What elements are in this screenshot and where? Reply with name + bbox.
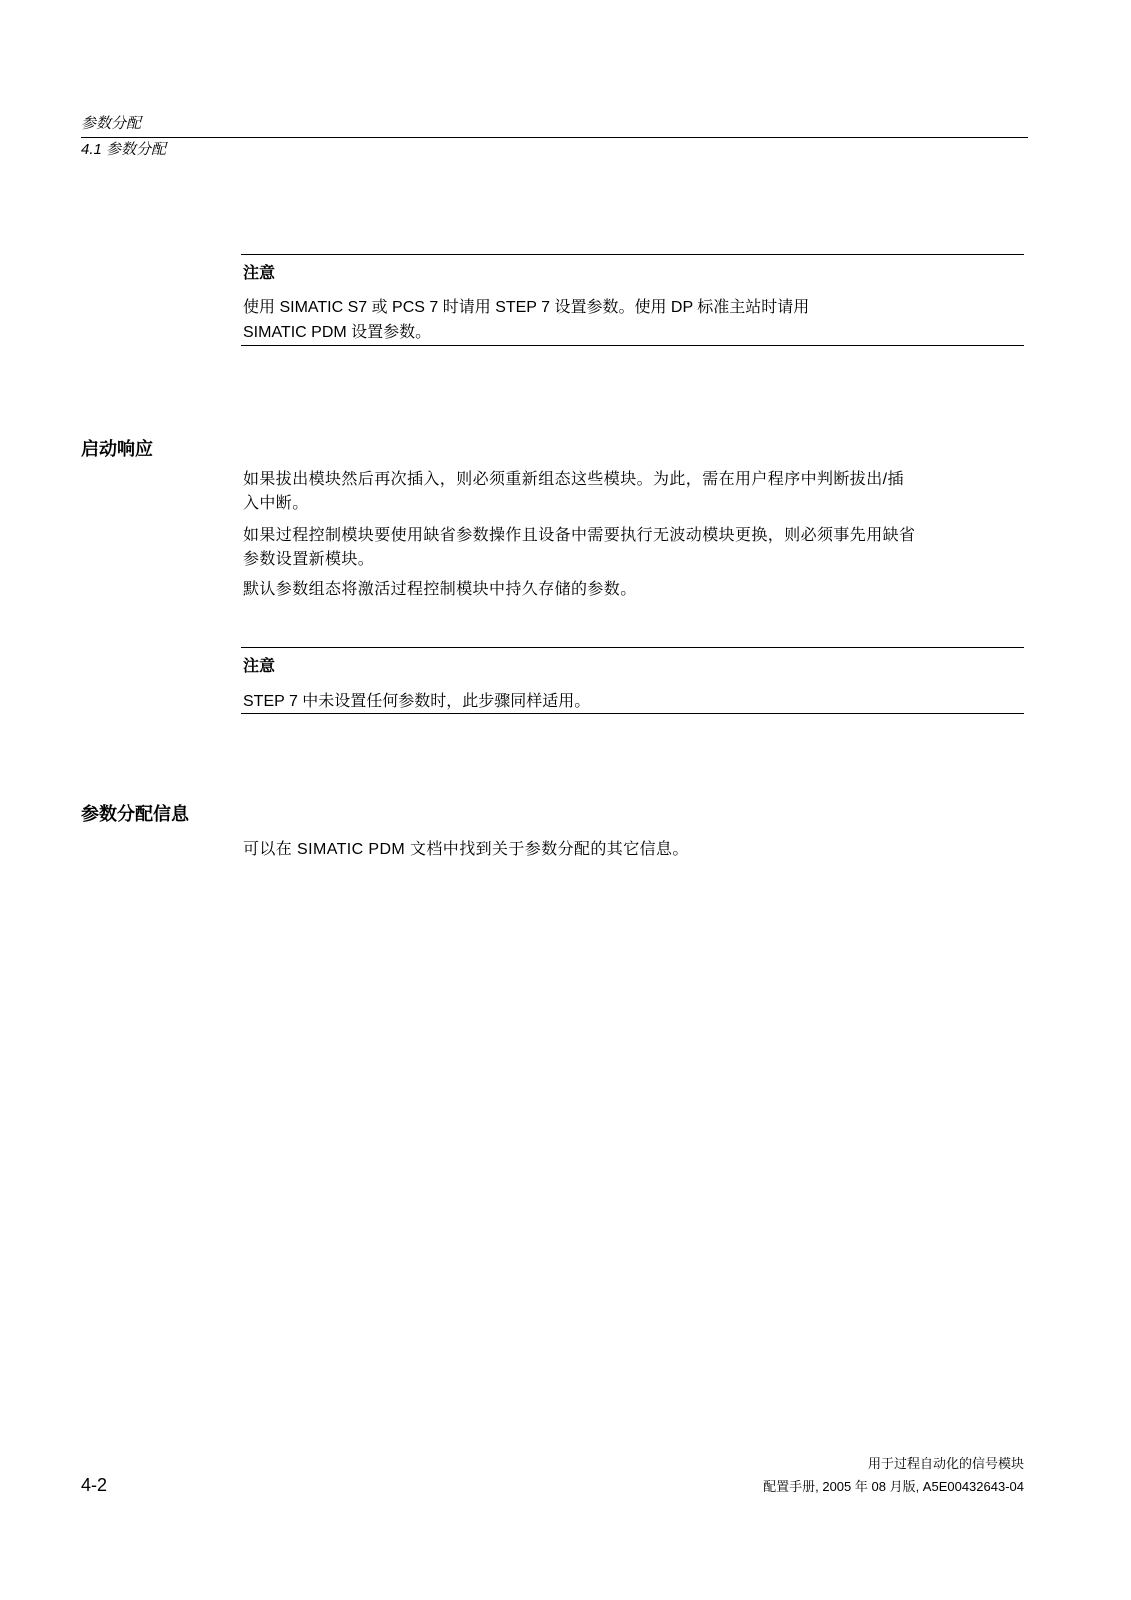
paragraph-line: 如果过程控制模块要使用缺省参数操作且设备中需要执行无波动模块更换，则必须事先用缺省	[243, 527, 916, 544]
section-heading-startup: 启动响应	[81, 439, 153, 459]
note-box	[241, 254, 1024, 346]
running-header-section: 4.1 参数分配	[81, 141, 167, 158]
note-title: 注意	[243, 265, 276, 282]
body-paragraph: 可以在 SIMATIC PDM 文档中找到关于参数分配的其它信息。	[243, 841, 689, 858]
note-body-line: SIMATIC PDM 设置参数。	[243, 324, 432, 341]
page-number: 4-2	[81, 1475, 108, 1495]
running-header-chapter: 参数分配	[81, 115, 142, 132]
footer-edition: 配置手册, 2005 年 08 月版, A5E00432643-04	[763, 1479, 1024, 1494]
note-body-line: 使用 SIMATIC S7 或 PCS 7 时请用 STEP 7 设置参数。使用 DP 标准主站时请用	[243, 299, 810, 316]
note-body	[243, 295, 1003, 345]
section-heading-info: 参数分配信息	[81, 804, 189, 824]
body-paragraph	[243, 468, 1028, 516]
body-paragraph	[243, 524, 1028, 572]
header-divider	[81, 137, 1028, 138]
paragraph-line: 入中断。	[243, 495, 309, 512]
paragraph-line: 参数设置新模块。	[243, 551, 375, 568]
body-paragraph: 默认参数组态将激活过程控制模块中持久存储的参数。	[243, 581, 637, 598]
footer-manual-title: 用于过程自动化的信号模块	[867, 1456, 1024, 1471]
paragraph-line: 如果拔出模块然后再次插入，则必须重新组态这些模块。为此，需在用户程序中判断拔出/插	[243, 471, 904, 488]
note-box	[241, 647, 1024, 714]
note-title: 注意	[243, 658, 276, 675]
note-body: STEP 7 中未设置任何参数时，此步骤同样适用。	[243, 693, 591, 710]
